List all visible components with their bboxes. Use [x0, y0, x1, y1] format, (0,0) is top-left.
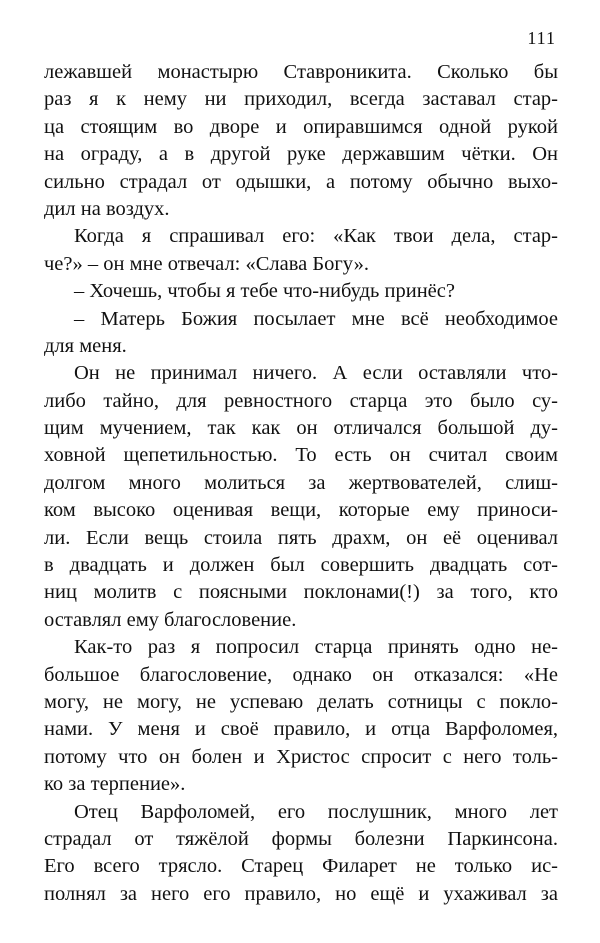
text-line: Он не принимал ничего. А если оставляли что-	[74, 362, 558, 385]
text-line: – Хочешь, чтобы я тебе что-нибудь принёс?	[74, 280, 455, 303]
text-line: полнял за него его правило, но ещё и ухаживал за	[44, 882, 558, 905]
text-line: лежавшей монастырю Ставроникита. Сколько бы	[44, 61, 558, 83]
text-line: Его всего трясло. Старец Филарет не только ис-	[44, 855, 558, 878]
text-line: Когда я спрашивал его: «Как твои дела, стар-	[74, 225, 558, 248]
text-line: для меня.	[44, 334, 127, 357]
text-line: Отец Варфоломей, его послушник, много лет	[74, 800, 558, 823]
text-line: – Матерь Божия посылает мне всё необходимое	[74, 307, 558, 330]
text-line: ниц молитв с поясными поклонами(!) за того, кто	[44, 581, 558, 604]
text-line: нами. У меня и своё правило, и отца Варфоломея,	[44, 718, 558, 741]
text-line: в двадцать и должен был совершить двадцать сот-	[44, 554, 558, 577]
text-line: щим мучением, так как он отличался большой ду-	[44, 417, 558, 440]
text-line: ко за терпение».	[44, 773, 186, 796]
text-line: либо тайно, для ревностного старца это было су-	[44, 389, 558, 412]
text-line: ли. Если вещь стоила пять драхм, он её оценивал	[44, 526, 558, 549]
text-line: Как-то раз я попросил старца принять одно не-	[74, 636, 558, 659]
text-line: оставлял ему благословение.	[44, 608, 297, 631]
text-line: на ограду, а в другой руке державшим чётки. Он	[44, 143, 558, 166]
text-line: потому что он болен и Христос спросит с него толь-	[44, 745, 558, 768]
body-text	[44, 59, 558, 908]
text-line: дил на воздух.	[44, 197, 170, 220]
text-line: че?» – он мне отвечал: «Слава Богу».	[44, 252, 369, 275]
text-line: долгом много молиться за жертвователей, слиш-	[44, 471, 558, 494]
text-line: ца стоящим во дворе и опиравшимся одной рукой	[44, 115, 558, 138]
text-line: большое благословение, однако он отказался: «Не	[44, 663, 558, 686]
text-line: ком высоко оценивая вещи, которые ему приноси-	[44, 499, 558, 522]
text-line: могу, не могу, не успеваю делать сотницы с покло-	[44, 690, 558, 713]
text-line: раз я к нему ни приходил, всегда заставал стар-	[44, 88, 558, 111]
text-line: страдал от тяжёлой формы болезни Паркинсона.	[44, 827, 558, 850]
text-line: сильно страдал от одышки, а потому обычно выхо-	[44, 170, 558, 193]
text-line: ховной щепетильностью. То есть он считал своим	[44, 444, 558, 467]
page-number: 111	[527, 28, 556, 48]
